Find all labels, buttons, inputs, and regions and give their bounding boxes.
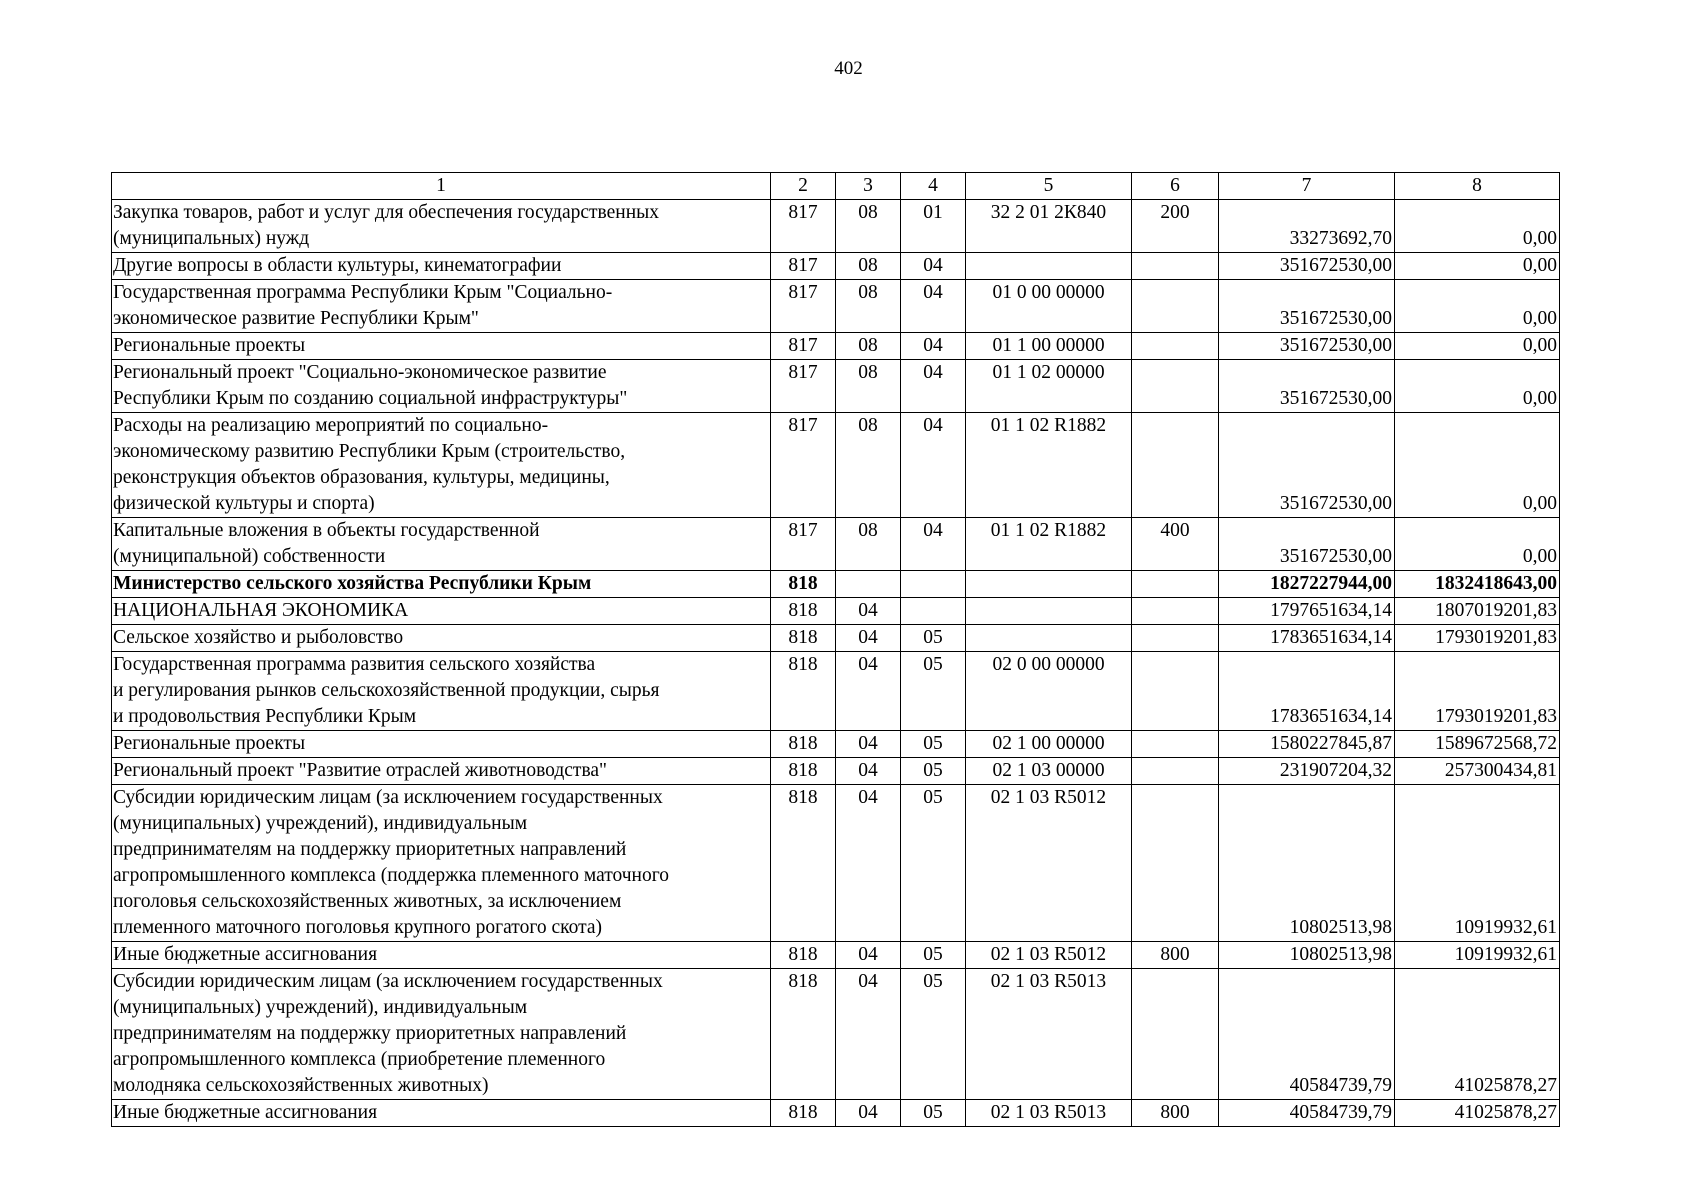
page-number: 402: [834, 58, 863, 79]
row-section-cell: 04: [836, 625, 901, 652]
row-expense-type-cell: [1132, 652, 1219, 731]
row-name-cell: Региональные проекты: [112, 333, 771, 360]
row-section-cell: 08: [836, 200, 901, 253]
row-amount-7-cell: 10802513,98: [1219, 785, 1395, 942]
row-subsection-cell: [901, 571, 966, 598]
table-row: [112, 571, 1560, 598]
row-section-cell: 08: [836, 518, 901, 571]
row-target-item-cell: 02 1 03 R5012: [966, 942, 1132, 969]
row-name-cell: Субсидии юридическим лицам (за исключением государственных (муниципальных) учреждений), индивидуальным предпринимателям на поддержку приоритетных направлений агропромышленного комплекса (поддержка племенного маточного поголовья сельскохозяйственных животных, за исключением племенного маточного поголовья крупного рогатого скота): [112, 785, 771, 942]
row-subsection-cell: 05: [901, 1100, 966, 1127]
row-code-cell: 817: [771, 200, 836, 253]
row-expense-type-cell: 800: [1132, 1100, 1219, 1127]
row-target-item-cell: 01 1 02 00000: [966, 360, 1132, 413]
row-expense-type-cell: [1132, 625, 1219, 652]
row-code-cell: 818: [771, 942, 836, 969]
row-target-item-cell: [966, 625, 1132, 652]
row-name-cell: Иные бюджетные ассигнования: [112, 1100, 771, 1127]
row-name-cell: Сельское хозяйство и рыболовство: [112, 625, 771, 652]
row-subsection-cell: 04: [901, 518, 966, 571]
row-amount-8-cell: 0,00: [1395, 518, 1560, 571]
table-row: [112, 1100, 1560, 1127]
row-code-cell: 818: [771, 758, 836, 785]
row-amount-8-cell: 1793019201,83: [1395, 625, 1560, 652]
row-target-item-cell: 02 1 03 00000: [966, 758, 1132, 785]
row-amount-7-cell: 1827227944,00: [1219, 571, 1395, 598]
header-cell-2: 2: [771, 173, 836, 200]
row-target-item-cell: 02 1 03 R5012: [966, 785, 1132, 942]
row-section-cell: 04: [836, 758, 901, 785]
row-amount-8-cell: 10919932,61: [1395, 785, 1560, 942]
row-code-cell: 817: [771, 253, 836, 280]
table-row: [112, 969, 1560, 1100]
row-target-item-cell: 02 1 00 00000: [966, 731, 1132, 758]
table-row: [112, 200, 1560, 253]
row-section-cell: 04: [836, 598, 901, 625]
table-row: [112, 413, 1560, 518]
row-code-cell: 817: [771, 360, 836, 413]
row-subsection-cell: 05: [901, 942, 966, 969]
row-amount-7-cell: 40584739,79: [1219, 1100, 1395, 1127]
row-amount-7-cell: 351672530,00: [1219, 360, 1395, 413]
row-code-cell: 818: [771, 731, 836, 758]
row-subsection-cell: [901, 598, 966, 625]
table-row: [112, 942, 1560, 969]
row-name-cell: Министерство сельского хозяйства Республики Крым: [112, 571, 771, 598]
row-amount-8-cell: 41025878,27: [1395, 969, 1560, 1100]
row-amount-7-cell: 10802513,98: [1219, 942, 1395, 969]
table-row: [112, 652, 1560, 731]
row-subsection-cell: 01: [901, 200, 966, 253]
row-name-cell: Региональный проект "Развитие отраслей животноводства": [112, 758, 771, 785]
row-amount-7-cell: 351672530,00: [1219, 280, 1395, 333]
row-expense-type-cell: [1132, 333, 1219, 360]
row-amount-7-cell: 351672530,00: [1219, 253, 1395, 280]
row-name-cell: Государственная программа Республики Крым "Социально- экономическое развитие Республики Крым": [112, 280, 771, 333]
row-amount-8-cell: 0,00: [1395, 360, 1560, 413]
row-name-cell: Региональный проект "Социально-экономическое развитие Республики Крым по созданию социальной инфраструктуры": [112, 360, 771, 413]
row-name-cell: Другие вопросы в области культуры, кинематографии: [112, 253, 771, 280]
row-section-cell: 04: [836, 731, 901, 758]
row-section-cell: 04: [836, 652, 901, 731]
row-code-cell: 818: [771, 969, 836, 1100]
row-expense-type-cell: [1132, 280, 1219, 333]
row-amount-7-cell: 231907204,32: [1219, 758, 1395, 785]
budget-table: [111, 172, 1560, 1127]
row-section-cell: 04: [836, 942, 901, 969]
header-cell-4: 4: [901, 173, 966, 200]
row-amount-7-cell: 1783651634,14: [1219, 625, 1395, 652]
row-target-item-cell: [966, 253, 1132, 280]
row-name-cell: Иные бюджетные ассигнования: [112, 942, 771, 969]
row-section-cell: 08: [836, 333, 901, 360]
row-target-item-cell: 01 1 00 00000: [966, 333, 1132, 360]
table-row: [112, 518, 1560, 571]
header-cell-5: 5: [966, 173, 1132, 200]
row-amount-8-cell: 1807019201,83: [1395, 598, 1560, 625]
row-section-cell: 08: [836, 360, 901, 413]
row-target-item-cell: 01 1 02 R1882: [966, 413, 1132, 518]
row-target-item-cell: [966, 598, 1132, 625]
row-code-cell: 817: [771, 518, 836, 571]
row-expense-type-cell: [1132, 598, 1219, 625]
header-row: [112, 173, 1560, 200]
row-target-item-cell: 02 0 00 00000: [966, 652, 1132, 731]
row-code-cell: 818: [771, 598, 836, 625]
row-amount-7-cell: 40584739,79: [1219, 969, 1395, 1100]
row-subsection-cell: 05: [901, 652, 966, 731]
row-code-cell: 817: [771, 333, 836, 360]
header-cell-8: 8: [1395, 173, 1560, 200]
row-name-cell: Субсидии юридическим лицам (за исключением государственных (муниципальных) учреждений), индивидуальным предпринимателям на поддержку приоритетных направлений агропромышленного комплекса (приобретение племенного молодняка сельскохозяйственных животных): [112, 969, 771, 1100]
row-target-item-cell: 02 1 03 R5013: [966, 969, 1132, 1100]
row-amount-8-cell: 0,00: [1395, 200, 1560, 253]
row-amount-7-cell: 33273692,70: [1219, 200, 1395, 253]
row-expense-type-cell: [1132, 785, 1219, 942]
row-amount-8-cell: 0,00: [1395, 280, 1560, 333]
row-name-cell: Региональные проекты: [112, 731, 771, 758]
row-code-cell: 818: [771, 652, 836, 731]
row-amount-8-cell: 1589672568,72: [1395, 731, 1560, 758]
row-amount-8-cell: 10919932,61: [1395, 942, 1560, 969]
table-row: [112, 253, 1560, 280]
row-section-cell: 04: [836, 1100, 901, 1127]
row-code-cell: 817: [771, 280, 836, 333]
table-row: [112, 758, 1560, 785]
row-target-item-cell: 01 1 02 R1882: [966, 518, 1132, 571]
row-section-cell: 04: [836, 785, 901, 942]
row-code-cell: 818: [771, 625, 836, 652]
row-subsection-cell: 05: [901, 785, 966, 942]
table-row: [112, 785, 1560, 942]
table-row: [112, 280, 1560, 333]
table-row: [112, 360, 1560, 413]
row-name-cell: НАЦИОНАЛЬНАЯ ЭКОНОМИКА: [112, 598, 771, 625]
row-amount-8-cell: 0,00: [1395, 413, 1560, 518]
row-name-cell: Государственная программа развития сельского хозяйства и регулирования рынков сельскохозяйственной продукции, сырья и продовольствия Республики Крым: [112, 652, 771, 731]
row-expense-type-cell: 200: [1132, 200, 1219, 253]
row-subsection-cell: 04: [901, 333, 966, 360]
row-amount-8-cell: 1793019201,83: [1395, 652, 1560, 731]
row-amount-8-cell: 257300434,81: [1395, 758, 1560, 785]
row-name-cell: Расходы на реализацию мероприятий по социально- экономическому развитию Республики Крым (строительство, реконструкция объектов образования, культуры, медицины, физической культуры и спорта): [112, 413, 771, 518]
row-section-cell: 08: [836, 413, 901, 518]
row-subsection-cell: 05: [901, 625, 966, 652]
table-row: [112, 625, 1560, 652]
row-target-item-cell: 32 2 01 2К840: [966, 200, 1132, 253]
row-target-item-cell: 02 1 03 R5013: [966, 1100, 1132, 1127]
row-subsection-cell: 05: [901, 758, 966, 785]
row-subsection-cell: 05: [901, 969, 966, 1100]
row-subsection-cell: 05: [901, 731, 966, 758]
header-cell-7: 7: [1219, 173, 1395, 200]
row-target-item-cell: [966, 571, 1132, 598]
row-code-cell: 818: [771, 785, 836, 942]
row-code-cell: 817: [771, 413, 836, 518]
row-amount-7-cell: 351672530,00: [1219, 518, 1395, 571]
row-name-cell: Капитальные вложения в объекты государственной (муниципальной) собственности: [112, 518, 771, 571]
row-amount-8-cell: 41025878,27: [1395, 1100, 1560, 1127]
row-expense-type-cell: [1132, 969, 1219, 1100]
row-subsection-cell: 04: [901, 360, 966, 413]
row-expense-type-cell: [1132, 413, 1219, 518]
row-expense-type-cell: [1132, 758, 1219, 785]
row-subsection-cell: 04: [901, 413, 966, 518]
row-amount-7-cell: 1580227845,87: [1219, 731, 1395, 758]
row-section-cell: 04: [836, 969, 901, 1100]
row-amount-8-cell: 0,00: [1395, 253, 1560, 280]
header-cell-3: 3: [836, 173, 901, 200]
row-section-cell: 08: [836, 280, 901, 333]
row-amount-7-cell: 351672530,00: [1219, 413, 1395, 518]
row-code-cell: 818: [771, 1100, 836, 1127]
row-expense-type-cell: 400: [1132, 518, 1219, 571]
row-code-cell: 818: [771, 571, 836, 598]
row-expense-type-cell: [1132, 731, 1219, 758]
row-section-cell: [836, 571, 901, 598]
row-expense-type-cell: [1132, 571, 1219, 598]
row-amount-7-cell: 1797651634,14: [1219, 598, 1395, 625]
row-amount-7-cell: 1783651634,14: [1219, 652, 1395, 731]
table-row: [112, 598, 1560, 625]
row-name-cell: Закупка товаров, работ и услуг для обеспечения государственных (муниципальных) нужд: [112, 200, 771, 253]
header-cell-6: 6: [1132, 173, 1219, 200]
row-expense-type-cell: [1132, 360, 1219, 413]
table-row: [112, 333, 1560, 360]
row-amount-8-cell: 1832418643,00: [1395, 571, 1560, 598]
table-body: [112, 200, 1560, 1127]
row-subsection-cell: 04: [901, 253, 966, 280]
row-subsection-cell: 04: [901, 280, 966, 333]
row-amount-7-cell: 351672530,00: [1219, 333, 1395, 360]
row-expense-type-cell: [1132, 253, 1219, 280]
row-expense-type-cell: 800: [1132, 942, 1219, 969]
row-section-cell: 08: [836, 253, 901, 280]
row-target-item-cell: 01 0 00 00000: [966, 280, 1132, 333]
row-amount-8-cell: 0,00: [1395, 333, 1560, 360]
header-cell-1: 1: [112, 173, 771, 200]
table-row: [112, 731, 1560, 758]
